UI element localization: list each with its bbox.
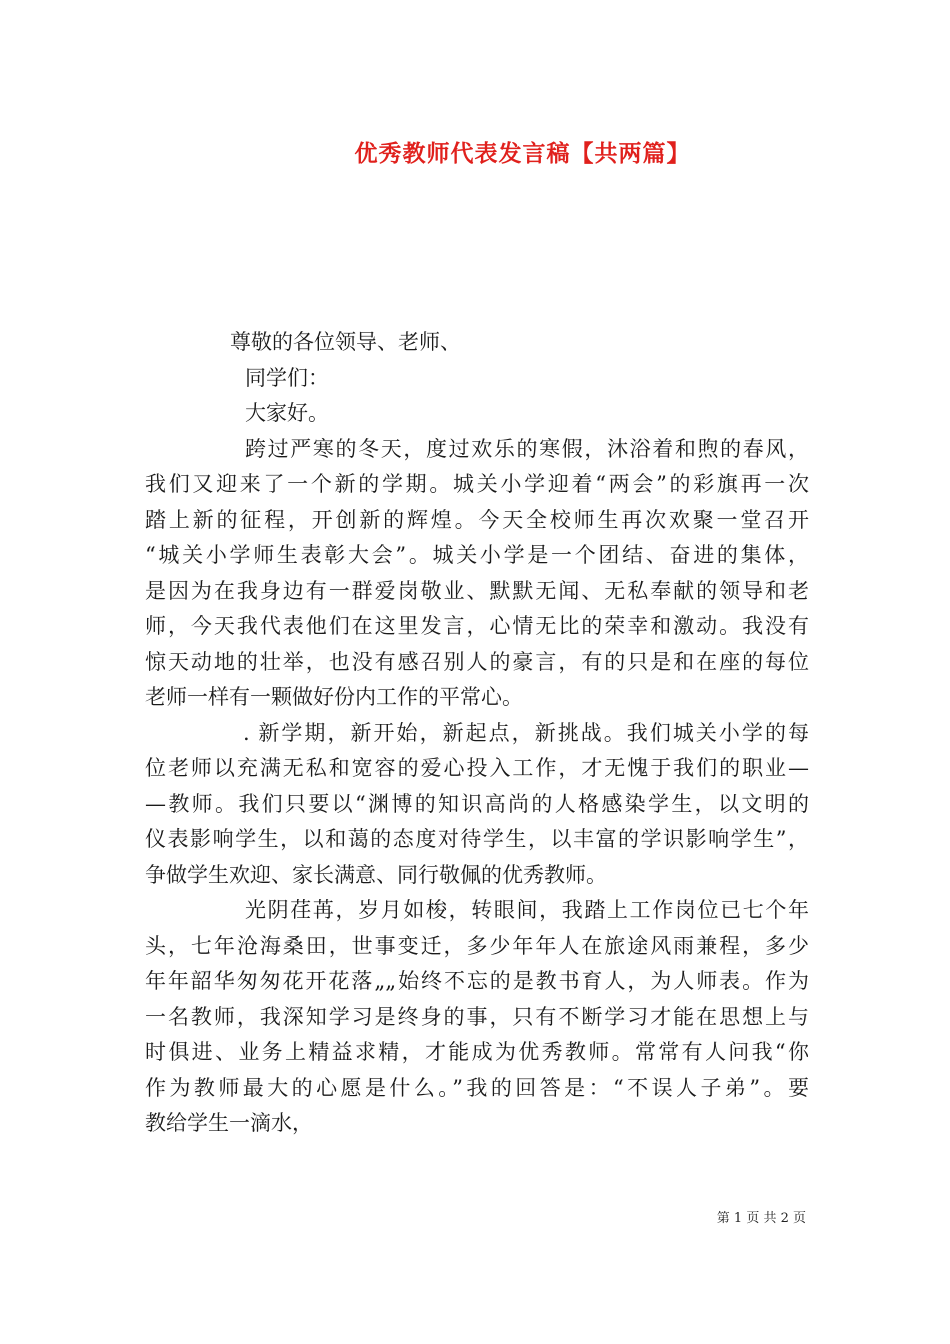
paragraph-line: 位老师以充满无私和宽容的爱心投入工作，才无愧于我们的职业— [145, 756, 809, 780]
paragraph-line: 头，七年沧海桑田，世事变迁，多少年年人在旅途风雨兼程，多少 [145, 933, 809, 958]
paragraph-line: 师，今天我代表他们在这里发言，心情无比的荣幸和激动。我没有 [145, 614, 809, 638]
document-title: 优秀教师代表发言稿【共两篇】 [354, 140, 691, 167]
paragraph-line: 踏上新的征程，开创新的辉煌。今天全校师生再次欢聚一堂召开 [145, 507, 809, 532]
paragraph-line: 年年韶华匆匆花开花落„„始终不忘的是教书育人，为人师表。作为 [145, 969, 809, 993]
paragraph-line: . 新学期，新开始，新起点，新挑战。我们城关小学的每 [243, 720, 809, 745]
paragraph-line: 一名教师，我深知学习是终身的事，只有不断学习才能在思想上与 [145, 1004, 809, 1029]
paragraph-line: 惊天动地的壮举，也没有感召别人的豪言，有的只是和在座的每位 [145, 649, 809, 674]
page-number-footer: 第 1 页 共 2 页 [716, 1211, 806, 1226]
paragraph-line: 跨过严寒的冬天，度过欢乐的寒假，沐浴着和煦的春风， [245, 436, 809, 461]
document-body [145, 325, 809, 1142]
paragraph-line: 仪表影响学生，以和蔼的态度对待学生，以丰富的学识影响学生”， [145, 827, 809, 851]
salutation-line: 尊敬的各位领导、老师、 [230, 330, 461, 354]
paragraph-line: 老师一样有一颗做好份内工作的平常心。 [145, 685, 523, 709]
paragraph-line: —教师。我们只要以“渊博的知识高尚的人格感染学生，以文明的 [145, 791, 809, 816]
paragraph-line: 时俱进、业务上精益求精，才能成为优秀教师。常常有人问我“你 [145, 1040, 809, 1064]
paragraph-line: 是因为在我身边有一群爱岗敬业、默默无闻、无私奉献的领导和老 [145, 578, 809, 603]
paragraph-line: “城关小学师生表彰大会”。城关小学是一个团结、奋进的集体， [145, 543, 809, 567]
paragraph-line: 争做学生欢迎、家长满意、同行敬佩的优秀教师。 [145, 862, 607, 887]
paragraph-line: 我们又迎来了一个新的学期。城关小学迎着“两会”的彩旗再一次 [145, 472, 809, 496]
salutation-line: 同学们： [245, 365, 329, 390]
paragraph-line: 作为教师最大的心愿是什么。”我的回答是：“不误人子弟”。要 [145, 1075, 809, 1100]
greeting-line: 大家好。 [245, 401, 329, 425]
paragraph-line: 光阴荏苒，岁月如梭，转眼间，我踏上工作岗位已七个年 [245, 898, 809, 922]
paragraph-line: 教给学生一滴水， [145, 1111, 313, 1135]
